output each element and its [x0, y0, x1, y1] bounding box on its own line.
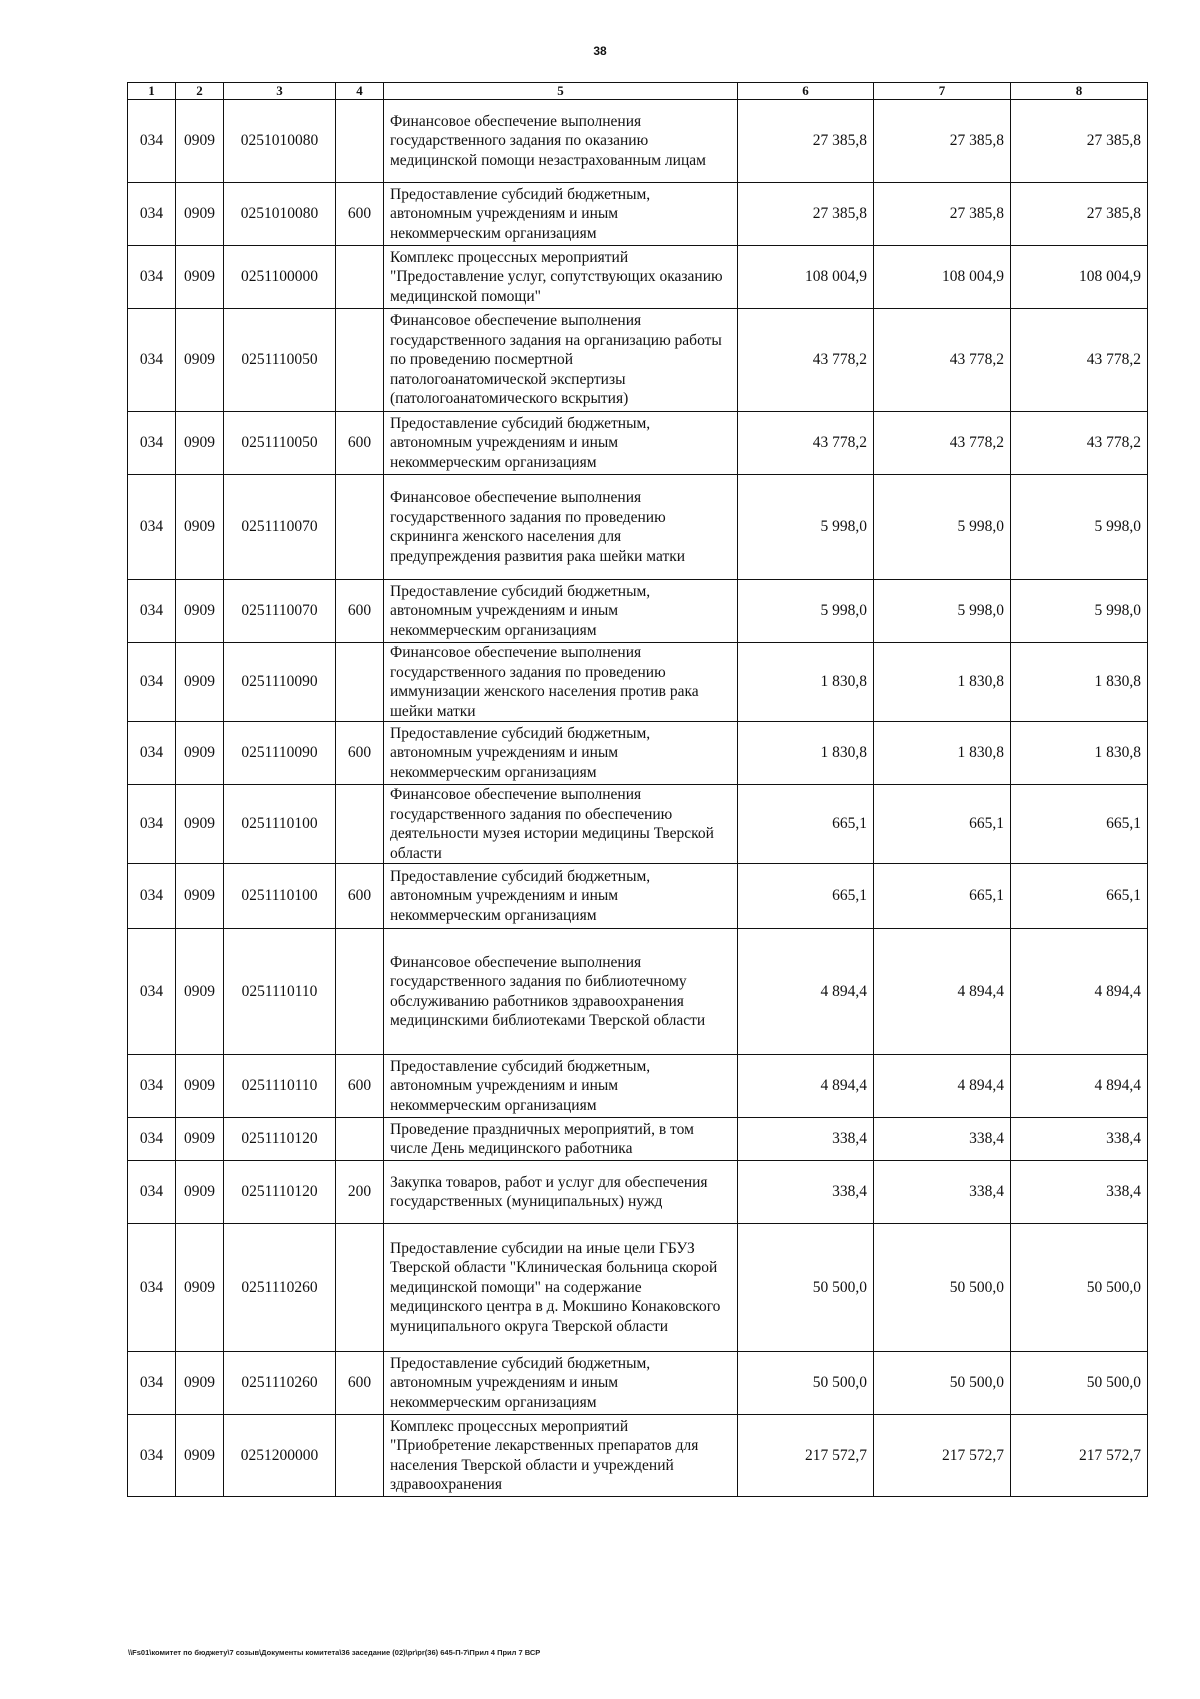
amount-cell-8: 5 998,0	[1011, 475, 1148, 580]
target-item-cell: 0251010080	[224, 183, 336, 246]
amount-cell-6: 108 004,9	[738, 246, 874, 309]
target-item-cell: 0251110100	[224, 864, 336, 929]
description-cell: Предоставление субсидий бюджетным, автономным учреждениям и иным некоммерческим организациям	[384, 722, 738, 785]
amount-cell-8: 27 385,8	[1011, 100, 1148, 183]
amount-cell-8: 108 004,9	[1011, 246, 1148, 309]
section-code-cell: 0909	[176, 1161, 224, 1224]
chapter-code-cell: 034	[128, 1415, 176, 1497]
description-cell: Предоставление субсидий бюджетным, автономным учреждениям и иным некоммерческим организациям	[384, 1055, 738, 1118]
expense-type-cell	[336, 1415, 384, 1497]
column-header: 5	[384, 83, 738, 100]
chapter-code-cell: 034	[128, 1352, 176, 1415]
description-cell: Финансовое обеспечение выполнения государственного задания по библиотечному обслуживанию работников здравоохранения медицинскими библиотеками Тверской области	[384, 929, 738, 1055]
section-code-cell: 0909	[176, 475, 224, 580]
amount-cell-7: 338,4	[874, 1118, 1011, 1161]
amount-cell-7: 665,1	[874, 785, 1011, 864]
amount-cell-8: 27 385,8	[1011, 183, 1148, 246]
expense-type-cell: 600	[336, 722, 384, 785]
target-item-cell: 0251110110	[224, 929, 336, 1055]
column-header: 8	[1011, 83, 1148, 100]
target-item-cell: 0251110070	[224, 580, 336, 643]
target-item-cell: 0251110120	[224, 1118, 336, 1161]
target-item-cell: 0251110120	[224, 1161, 336, 1224]
expense-type-cell	[336, 475, 384, 580]
amount-cell-7: 27 385,8	[874, 183, 1011, 246]
chapter-code-cell: 034	[128, 100, 176, 183]
description-cell: Проведение праздничных мероприятий, в том числе День медицинского работника	[384, 1118, 738, 1161]
amount-cell-8: 1 830,8	[1011, 643, 1148, 722]
expense-type-cell: 200	[336, 1161, 384, 1224]
amount-cell-6: 43 778,2	[738, 309, 874, 412]
amount-cell-6: 4 894,4	[738, 929, 874, 1055]
expense-type-cell: 600	[336, 412, 384, 475]
amount-cell-7: 43 778,2	[874, 309, 1011, 412]
table-row	[128, 1055, 1148, 1118]
chapter-code-cell: 034	[128, 929, 176, 1055]
amount-cell-8: 338,4	[1011, 1161, 1148, 1224]
section-code-cell: 0909	[176, 1224, 224, 1352]
amount-cell-6: 4 894,4	[738, 1055, 874, 1118]
expense-type-cell: 600	[336, 580, 384, 643]
section-code-cell: 0909	[176, 1415, 224, 1497]
amount-cell-6: 50 500,0	[738, 1224, 874, 1352]
description-cell: Комплекс процессных мероприятий "Приобретение лекарственных препаратов для населения Тверской области и учреждений здравоохранения	[384, 1415, 738, 1497]
amount-cell-8: 5 998,0	[1011, 580, 1148, 643]
section-code-cell: 0909	[176, 722, 224, 785]
amount-cell-8: 43 778,2	[1011, 309, 1148, 412]
amount-cell-8: 50 500,0	[1011, 1352, 1148, 1415]
section-code-cell: 0909	[176, 1055, 224, 1118]
amount-cell-6: 1 830,8	[738, 643, 874, 722]
amount-cell-6: 27 385,8	[738, 183, 874, 246]
table-body	[128, 100, 1148, 1497]
amount-cell-6: 50 500,0	[738, 1352, 874, 1415]
description-cell: Предоставление субсидий бюджетным, автономным учреждениям и иным некоммерческим организациям	[384, 412, 738, 475]
section-code-cell: 0909	[176, 785, 224, 864]
amount-cell-6: 217 572,7	[738, 1415, 874, 1497]
section-code-cell: 0909	[176, 100, 224, 183]
section-code-cell: 0909	[176, 1118, 224, 1161]
amount-cell-7: 338,4	[874, 1161, 1011, 1224]
expense-type-cell	[336, 785, 384, 864]
chapter-code-cell: 034	[128, 1055, 176, 1118]
amount-cell-6: 1 830,8	[738, 722, 874, 785]
amount-cell-6: 5 998,0	[738, 580, 874, 643]
table-row	[128, 1415, 1148, 1497]
amount-cell-8: 50 500,0	[1011, 1224, 1148, 1352]
column-header: 1	[128, 83, 176, 100]
description-cell: Закупка товаров, работ и услуг для обеспечения государственных (муниципальных) нужд	[384, 1161, 738, 1224]
column-header: 4	[336, 83, 384, 100]
column-header: 3	[224, 83, 336, 100]
expense-type-cell: 600	[336, 1055, 384, 1118]
expense-type-cell: 600	[336, 183, 384, 246]
table-row	[128, 785, 1148, 864]
table-row	[128, 1352, 1148, 1415]
expense-type-cell: 600	[336, 1352, 384, 1415]
budget-table	[127, 82, 1148, 1497]
amount-cell-8: 43 778,2	[1011, 412, 1148, 475]
chapter-code-cell: 034	[128, 1118, 176, 1161]
table-row	[128, 475, 1148, 580]
table-row	[128, 929, 1148, 1055]
amount-cell-7: 665,1	[874, 864, 1011, 929]
amount-cell-6: 43 778,2	[738, 412, 874, 475]
file-path-footer: \\Fs01\комитет по бюджету\7 созыв\Документы комитета\36 заседание (02)\pr\pr(36) 645-П-7\Прил 4 Прил 7 ВСР	[128, 1648, 541, 1657]
section-code-cell: 0909	[176, 929, 224, 1055]
chapter-code-cell: 034	[128, 1161, 176, 1224]
amount-cell-6: 27 385,8	[738, 100, 874, 183]
target-item-cell: 0251110100	[224, 785, 336, 864]
target-item-cell: 0251110260	[224, 1224, 336, 1352]
section-code-cell: 0909	[176, 580, 224, 643]
chapter-code-cell: 034	[128, 785, 176, 864]
target-item-cell: 0251110050	[224, 309, 336, 412]
table-row	[128, 643, 1148, 722]
section-code-cell: 0909	[176, 864, 224, 929]
chapter-code-cell: 034	[128, 246, 176, 309]
target-item-cell: 0251110090	[224, 722, 336, 785]
section-code-cell: 0909	[176, 183, 224, 246]
table-row	[128, 580, 1148, 643]
target-item-cell: 0251110070	[224, 475, 336, 580]
description-cell: Финансовое обеспечение выполнения государственного задания по оказанию медицинской помощи незастрахованным лицам	[384, 100, 738, 183]
amount-cell-7: 4 894,4	[874, 1055, 1011, 1118]
target-item-cell: 0251110090	[224, 643, 336, 722]
amount-cell-8: 665,1	[1011, 785, 1148, 864]
amount-cell-8: 4 894,4	[1011, 1055, 1148, 1118]
description-cell: Предоставление субсидии на иные цели ГБУЗ Тверской области "Клиническая больница скорой медицинской помощи" на содержание медицинского центра в д. Мокшино Конаковского муниципального округа Тверской области	[384, 1224, 738, 1352]
amount-cell-7: 50 500,0	[874, 1224, 1011, 1352]
chapter-code-cell: 034	[128, 412, 176, 475]
table-row	[128, 1161, 1148, 1224]
table-row	[128, 246, 1148, 309]
table-row	[128, 1224, 1148, 1352]
description-cell: Предоставление субсидий бюджетным, автономным учреждениям и иным некоммерческим организациям	[384, 1352, 738, 1415]
amount-cell-7: 50 500,0	[874, 1352, 1011, 1415]
amount-cell-8: 217 572,7	[1011, 1415, 1148, 1497]
amount-cell-6: 665,1	[738, 785, 874, 864]
table-row	[128, 100, 1148, 183]
target-item-cell: 0251200000	[224, 1415, 336, 1497]
target-item-cell: 0251110050	[224, 412, 336, 475]
chapter-code-cell: 034	[128, 1224, 176, 1352]
expense-type-cell	[336, 1118, 384, 1161]
amount-cell-7: 5 998,0	[874, 475, 1011, 580]
amount-cell-6: 338,4	[738, 1161, 874, 1224]
target-item-cell: 0251100000	[224, 246, 336, 309]
section-code-cell: 0909	[176, 246, 224, 309]
chapter-code-cell: 034	[128, 183, 176, 246]
chapter-code-cell: 034	[128, 643, 176, 722]
expense-type-cell	[336, 1224, 384, 1352]
expense-type-cell	[336, 929, 384, 1055]
description-cell: Финансовое обеспечение выполнения государственного задания по проведению иммунизации женского населения против рака шейки матки	[384, 643, 738, 722]
expense-type-cell: 600	[336, 864, 384, 929]
expense-type-cell	[336, 643, 384, 722]
description-cell: Предоставление субсидий бюджетным, автономным учреждениям и иным некоммерческим организациям	[384, 864, 738, 929]
description-cell: Предоставление субсидий бюджетным, автономным учреждениям и иным некоммерческим организациям	[384, 183, 738, 246]
amount-cell-7: 43 778,2	[874, 412, 1011, 475]
amount-cell-6: 665,1	[738, 864, 874, 929]
amount-cell-7: 1 830,8	[874, 643, 1011, 722]
chapter-code-cell: 034	[128, 864, 176, 929]
description-cell: Финансовое обеспечение выполнения государственного задания на организацию работы по проведению посмертной патологоанатомической экспертизы (патологоанатомического вскрытия)	[384, 309, 738, 412]
table-row	[128, 412, 1148, 475]
amount-cell-8: 338,4	[1011, 1118, 1148, 1161]
chapter-code-cell: 034	[128, 722, 176, 785]
amount-cell-7: 27 385,8	[874, 100, 1011, 183]
description-cell: Комплекс процессных мероприятий "Предоставление услуг, сопутствующих оказанию медицинской помощи"	[384, 246, 738, 309]
amount-cell-7: 108 004,9	[874, 246, 1011, 309]
column-header: 7	[874, 83, 1011, 100]
description-cell: Предоставление субсидий бюджетным, автономным учреждениям и иным некоммерческим организациям	[384, 580, 738, 643]
table-row	[128, 722, 1148, 785]
header-row	[128, 83, 1148, 100]
amount-cell-6: 338,4	[738, 1118, 874, 1161]
chapter-code-cell: 034	[128, 475, 176, 580]
target-item-cell: 0251010080	[224, 100, 336, 183]
target-item-cell: 0251110110	[224, 1055, 336, 1118]
section-code-cell: 0909	[176, 412, 224, 475]
amount-cell-7: 217 572,7	[874, 1415, 1011, 1497]
section-code-cell: 0909	[176, 643, 224, 722]
table-row	[128, 183, 1148, 246]
section-code-cell: 0909	[176, 309, 224, 412]
amount-cell-7: 4 894,4	[874, 929, 1011, 1055]
table-row	[128, 1118, 1148, 1161]
amount-cell-8: 665,1	[1011, 864, 1148, 929]
section-code-cell: 0909	[176, 1352, 224, 1415]
target-item-cell: 0251110260	[224, 1352, 336, 1415]
chapter-code-cell: 034	[128, 309, 176, 412]
amount-cell-8: 4 894,4	[1011, 929, 1148, 1055]
expense-type-cell	[336, 100, 384, 183]
amount-cell-7: 5 998,0	[874, 580, 1011, 643]
page-number: 38	[593, 44, 607, 58]
description-cell: Финансовое обеспечение выполнения государственного задания по обеспечению деятельности музея истории медицины Тверской области	[384, 785, 738, 864]
amount-cell-7: 1 830,8	[874, 722, 1011, 785]
amount-cell-6: 5 998,0	[738, 475, 874, 580]
table-row	[128, 864, 1148, 929]
expense-type-cell	[336, 309, 384, 412]
table-row	[128, 309, 1148, 412]
expense-type-cell	[336, 246, 384, 309]
column-header: 2	[176, 83, 224, 100]
chapter-code-cell: 034	[128, 580, 176, 643]
column-header: 6	[738, 83, 874, 100]
description-cell: Финансовое обеспечение выполнения государственного задания по проведению скрининга женского населения для предупреждения развития рака шейки матки	[384, 475, 738, 580]
amount-cell-8: 1 830,8	[1011, 722, 1148, 785]
